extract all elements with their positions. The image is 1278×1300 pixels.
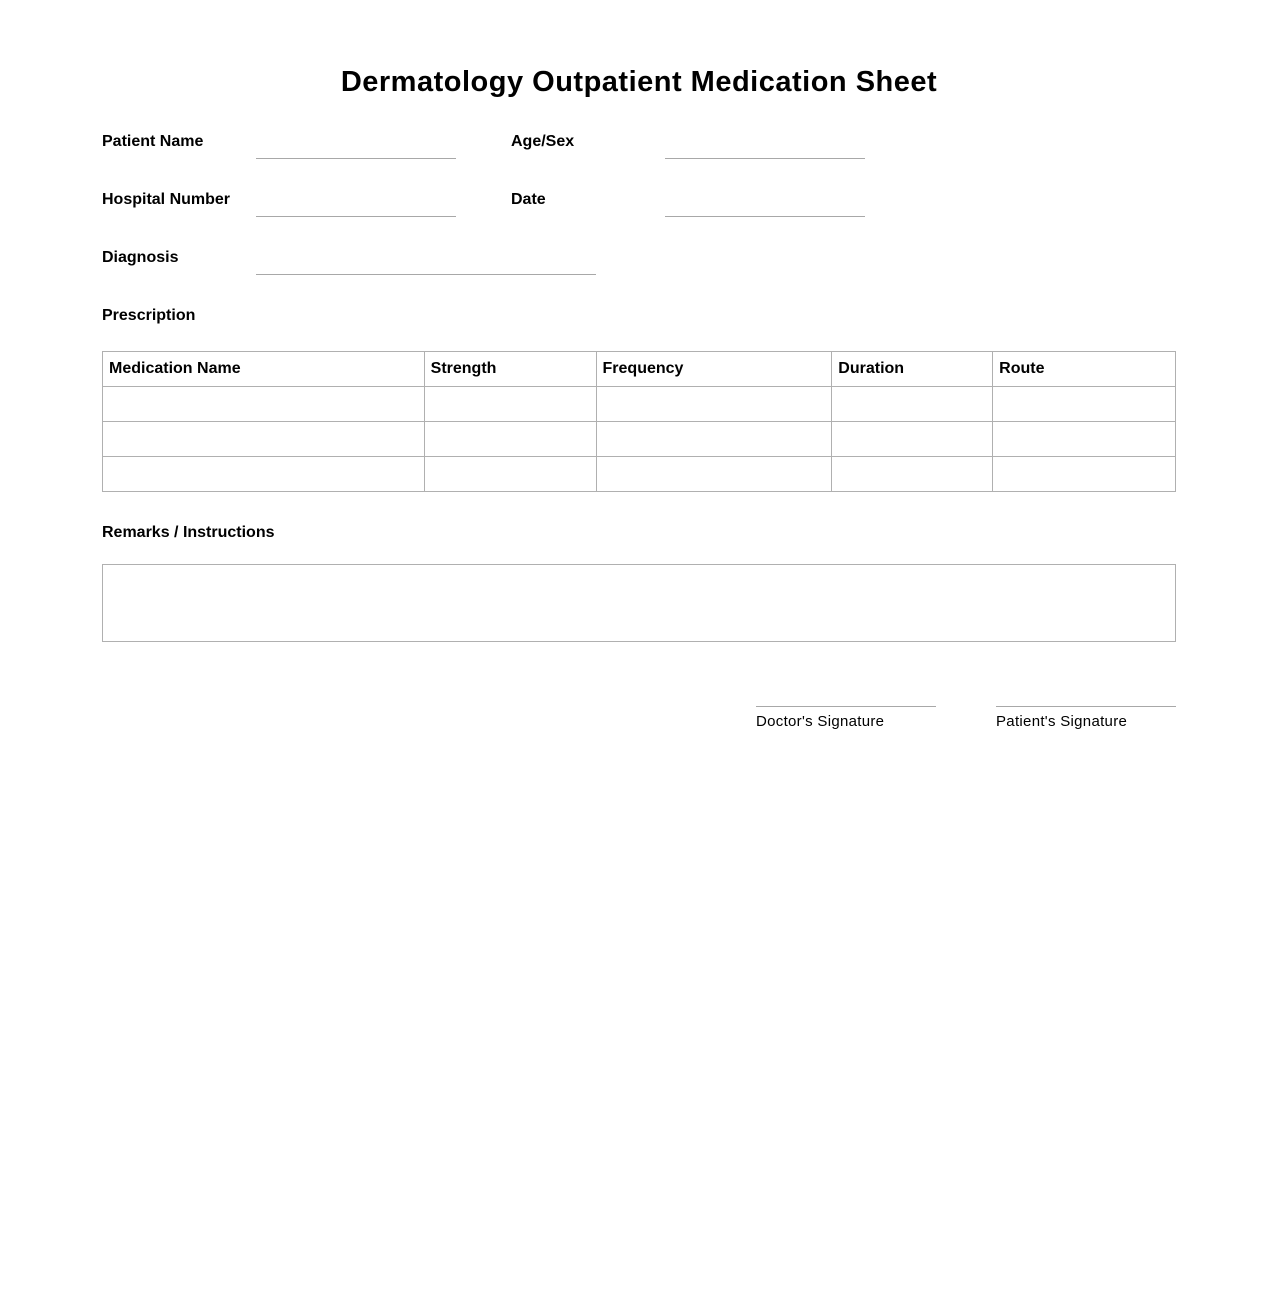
hospital-number-label: Hospital Number bbox=[102, 191, 231, 208]
table-cell[interactable] bbox=[103, 422, 425, 457]
column-header-frequency: Frequency bbox=[596, 352, 832, 387]
remarks-heading: Remarks / Instructions bbox=[102, 524, 275, 541]
table-row bbox=[103, 387, 1176, 422]
doctor-signature-line[interactable] bbox=[756, 706, 936, 707]
table-cell[interactable] bbox=[993, 422, 1176, 457]
table-cell[interactable] bbox=[832, 387, 993, 422]
table-row bbox=[103, 457, 1176, 492]
table-cell[interactable] bbox=[103, 387, 425, 422]
hospital-number-field[interactable] bbox=[256, 216, 456, 217]
table-row bbox=[103, 422, 1176, 457]
prescription-table bbox=[102, 351, 1176, 492]
diagnosis-label: Diagnosis bbox=[102, 249, 179, 266]
remarks-textarea[interactable] bbox=[102, 564, 1176, 642]
prescription-heading: Prescription bbox=[102, 307, 196, 324]
table-cell[interactable] bbox=[103, 457, 425, 492]
patient-name-field[interactable] bbox=[256, 158, 456, 159]
table-cell[interactable] bbox=[424, 422, 596, 457]
table-cell[interactable] bbox=[596, 457, 832, 492]
table-header-row bbox=[103, 352, 1176, 387]
column-header-duration: Duration bbox=[832, 352, 993, 387]
patient-signature-label: Patient's Signature bbox=[996, 713, 1128, 730]
column-header-medication-name: Medication Name bbox=[103, 352, 425, 387]
table-cell[interactable] bbox=[832, 457, 993, 492]
table-cell[interactable] bbox=[424, 387, 596, 422]
page-title: Dermatology Outpatient Medication Sheet bbox=[340, 66, 938, 98]
column-header-strength: Strength bbox=[424, 352, 596, 387]
table-cell[interactable] bbox=[832, 422, 993, 457]
patient-name-label: Patient Name bbox=[102, 133, 204, 150]
table-cell[interactable] bbox=[993, 457, 1176, 492]
date-field[interactable] bbox=[665, 216, 865, 217]
table-cell[interactable] bbox=[596, 422, 832, 457]
doctor-signature-label: Doctor's Signature bbox=[756, 713, 885, 730]
date-label: Date bbox=[511, 191, 546, 208]
column-header-route: Route bbox=[993, 352, 1176, 387]
patient-signature-line[interactable] bbox=[996, 706, 1176, 707]
table-cell[interactable] bbox=[596, 387, 832, 422]
age-sex-field[interactable] bbox=[665, 158, 865, 159]
table-cell[interactable] bbox=[993, 387, 1176, 422]
age-sex-label: Age/Sex bbox=[511, 133, 575, 150]
table-cell[interactable] bbox=[424, 457, 596, 492]
diagnosis-field[interactable] bbox=[256, 274, 596, 275]
